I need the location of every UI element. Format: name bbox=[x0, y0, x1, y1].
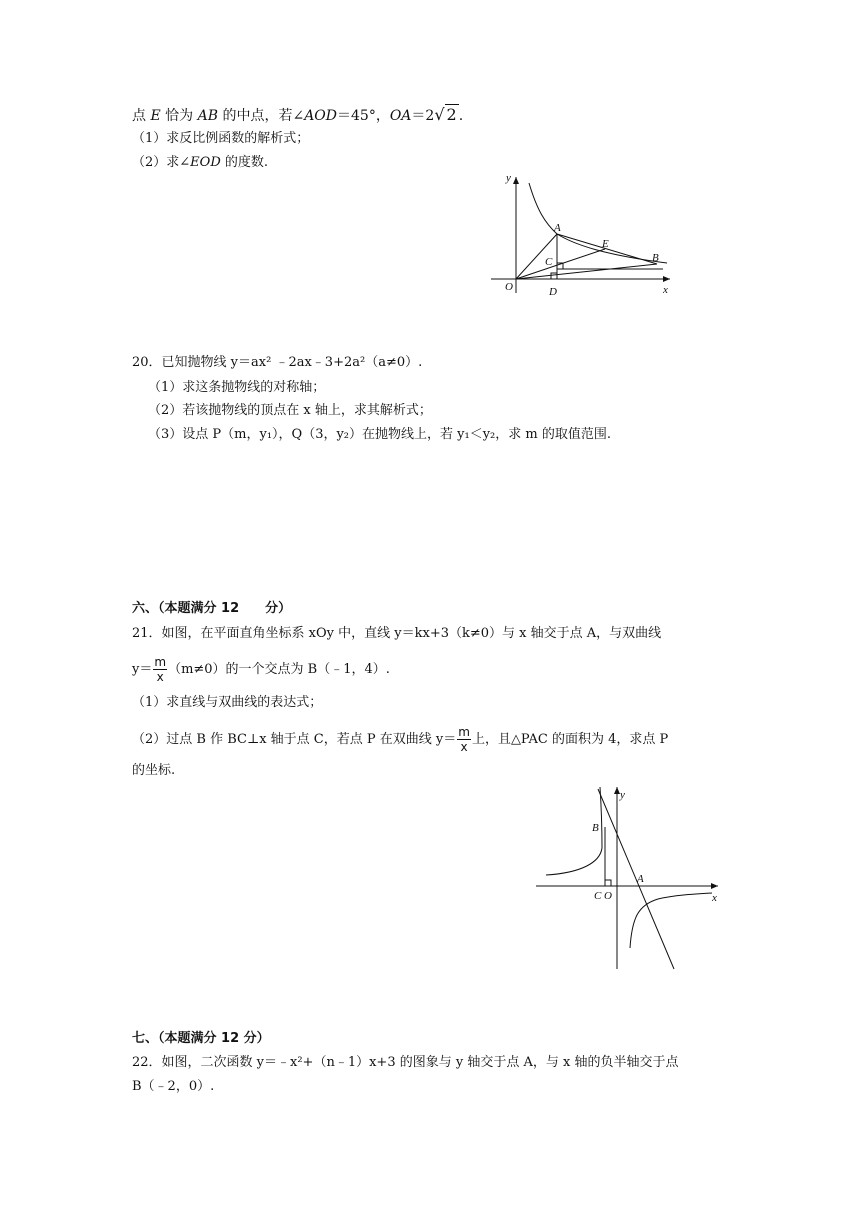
section-six-heading: 六、（本题满分 12 分） bbox=[132, 601, 292, 616]
q19-part1: （1）求反比例函数的解析式； bbox=[132, 131, 310, 146]
fig19-O-label: O bbox=[505, 281, 513, 293]
q21-figure bbox=[530, 783, 730, 973]
q19-part2: （2）求∠EOD 的度数. bbox=[132, 155, 269, 170]
fraction-m-over-x-2: $\frac{m}{x}$ bbox=[458, 725, 470, 754]
section-seven-heading: 七、（本题满分 12 分） bbox=[132, 1031, 270, 1046]
fig19-A-label: A bbox=[554, 222, 561, 234]
q20-part1: （1）求这条抛物线的对称轴； bbox=[148, 380, 326, 395]
fraction-m-over-x: $\frac{m}{x}$ bbox=[154, 655, 167, 684]
fig21-B-label: B bbox=[592, 822, 599, 834]
fig19-x-label: x bbox=[663, 284, 668, 296]
sqrt-sign: √ bbox=[434, 105, 445, 124]
fig21-y-label: y bbox=[620, 789, 625, 801]
q20-stem: 20．已知抛物线 y＝ax² ﹣2ax﹣3+2a²（a≠0）. bbox=[132, 355, 423, 370]
fig19-E-label: E bbox=[602, 238, 609, 250]
q21-stem-line1: 21．如图，在平面直角坐标系 xOy 中，直线 y＝kx+3（k≠0）与 x 轴交于点 A，与双曲线 bbox=[132, 626, 662, 641]
q21-part2-cont: 的坐标. bbox=[132, 763, 176, 778]
fig21-A-label: A bbox=[637, 873, 644, 885]
fig19-C-label: C bbox=[545, 256, 553, 268]
fig19-B-label: B bbox=[652, 252, 659, 264]
fig21-O-label: O bbox=[604, 890, 612, 902]
fig19-y-label: y bbox=[506, 172, 511, 184]
fig21-x-label: x bbox=[712, 892, 717, 904]
q21-stem-line2: y＝ $\frac{m}{x}$ （m≠0）的一个交点为 B（﹣1，4）. bbox=[132, 655, 390, 684]
q20-part2: （2）若该抛物线的顶点在 x 轴上，求其解析式； bbox=[148, 403, 432, 418]
q20-part3: （3）设点 P（m，y₁），Q（3，y₂）在抛物线上，若 y₁＜y₂，求 m 的取值范围. bbox=[148, 427, 611, 442]
q22-stem-line2: B（﹣2，0）. bbox=[132, 1079, 215, 1094]
fig21-C-label: C bbox=[594, 890, 602, 902]
fig19-D-label: D bbox=[549, 286, 557, 298]
q22-stem-line1: 22．如图，二次函数 y＝﹣x²+（n﹣1）x+3 的图象与 y 轴交于点 A，与 x 轴的负半轴交于点 bbox=[132, 1055, 679, 1070]
q21-part1: （1）求直线与双曲线的表达式； bbox=[132, 695, 323, 710]
q19-figure bbox=[485, 165, 685, 300]
q21-part2: （2）过点 B 作 BC⊥x 轴于点 C，若点 P 在双曲线 y＝ $\frac{m}{x}$ 上，且△PAC 的面积为 4，求点 P bbox=[132, 725, 669, 754]
q19-statement: 点 E 恰为 AB 的中点，若∠AOD＝45°，OA＝2√ 2 . bbox=[132, 105, 464, 124]
